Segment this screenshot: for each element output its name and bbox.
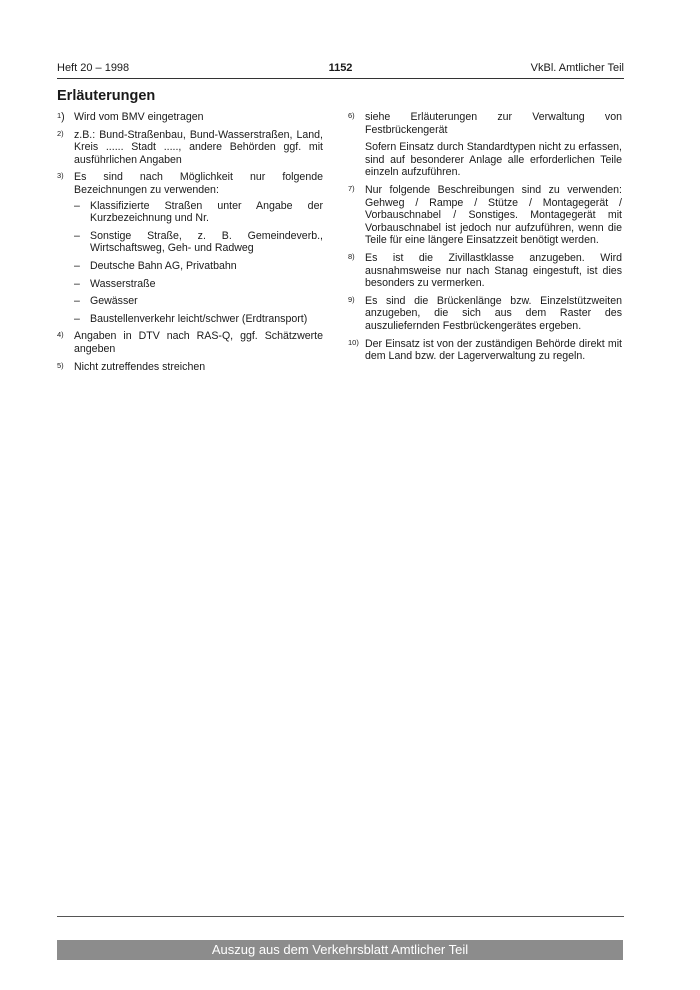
list-item: – Sonstige Straße, z. B. Gemeindeverb., Wirtschaftsweg, Geh- und Radweg	[74, 229, 323, 255]
note-text: Es sind die Brückenlänge bzw. Einzelstützweiten anzugeben, die sich aus dem Raster des auszuliefernden Festbrückengerätes ergeben.	[365, 294, 622, 332]
note-text: Es sind nach Möglichkeit nur folgende Bezeichnungen zu verwenden:	[74, 171, 323, 196]
page-title: Erläuterungen	[57, 88, 156, 104]
note-text: z.B.: Bund-Straßenbau, Bund-Wasserstraßen, Land, Kreis ...... Stadt ....., andere Behörden ggf. mit ausführlichen Angaben	[74, 128, 323, 166]
note-number: 3)	[57, 171, 64, 181]
footer-banner: Auszug aus dem Verkehrsblatt Amtlicher Teil	[57, 940, 623, 960]
note-text: Es ist die Zivillastklasse anzugeben. Wird ausnahmsweise nur nach Stanag eingestuft, ist dies besonders zu vermerken.	[365, 251, 622, 290]
list-item: – Gewässer	[74, 295, 138, 308]
note-10	[348, 338, 622, 363]
note-number: 7)	[348, 183, 355, 193]
section-label: VkBl. Amtlicher Teil	[530, 62, 624, 74]
list-item: – Klassifizierte Straßen unter Angabe der Kurzbezeichnung und Nr.	[74, 199, 323, 225]
notes-column-right	[348, 111, 622, 368]
note-number: 8)	[348, 251, 355, 261]
note-number: 10)	[348, 337, 359, 347]
list-item: – Baustellenverkehr leicht/schwer (Erdtransport)	[74, 312, 308, 325]
designation-list	[74, 200, 323, 326]
note-number: 6)	[348, 111, 355, 120]
note-text: Angaben in DTV nach RAS-Q, ggf. Schätzwerte angeben	[74, 330, 323, 355]
note-2	[57, 129, 323, 167]
note-text: Wird vom BMV eingetragen	[74, 111, 204, 123]
list-item: – Deutsche Bahn AG, Privatbahn	[74, 259, 237, 272]
note-4	[57, 330, 323, 355]
note-1	[57, 111, 323, 124]
note-number: 2)	[57, 128, 64, 138]
note-text-extra: Sofern Einsatz durch Standardtypen nicht zu erfassen, sind auf besonderer Anlage alle erforderlichen Teile einzeln aufzuführen.	[365, 141, 622, 179]
note-7	[348, 184, 622, 247]
note-5	[57, 361, 323, 374]
note-text: Nur folgende Beschreibungen sind zu verwenden: Gehweg / Rampe / Stütze / Montagegerät / Vorbauschnabel / Sonstiges. Montagegerät mit Vorbauschnabel ist jedoch nur aufzuführen, wenn die Teile für eine längere Einsatzzeit benötigt werden.	[365, 183, 622, 247]
note-3	[57, 171, 323, 325]
note-number: 5)	[57, 360, 64, 370]
note-9	[348, 295, 622, 333]
issue-label: Heft 20 – 1998	[57, 62, 130, 74]
footer-divider	[57, 916, 624, 917]
note-8	[348, 252, 622, 290]
note-text: Nicht zutreffendes streichen	[74, 360, 206, 373]
note-text: Der Einsatz ist von der zuständigen Behörde direkt mit dem Land bzw. der Lagerverwaltung zu regeln.	[365, 337, 622, 363]
note-number: $^1$)	[57, 111, 65, 123]
note-text: siehe Erläuterungen zur Verwaltung von Festbrückengerät	[365, 111, 622, 136]
note-6	[348, 111, 622, 179]
note-number: 4)	[57, 330, 64, 340]
list-item: – Wasserstraße	[74, 277, 156, 290]
page-header	[57, 62, 624, 78]
header-divider	[57, 78, 624, 79]
page-number: 1152	[328, 62, 353, 74]
note-number: 9)	[348, 294, 355, 304]
notes-column-left	[57, 111, 323, 378]
